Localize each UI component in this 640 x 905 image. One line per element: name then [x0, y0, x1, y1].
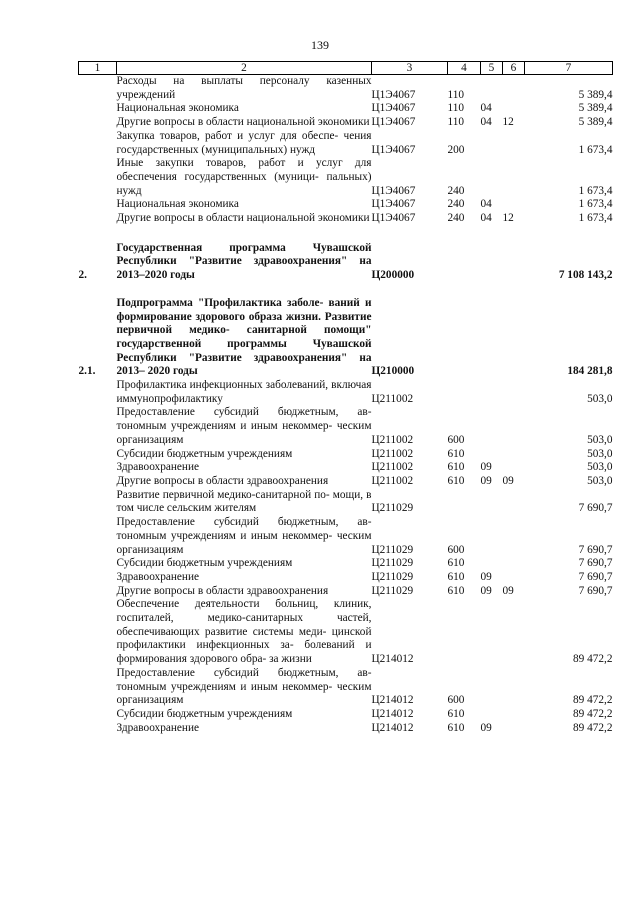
row-target-code: Ц1Э4067	[371, 212, 416, 225]
row-name: Субсидии бюджетным учреждениям	[116, 557, 293, 570]
row-name: Обеспечение деятельности больниц, клиник, госпиталей, медико-санитарных частей, обеспечивающих развитие системы меди- цинской профилактики инфекционных за- болеваний и формирования здорового обра- за жизни	[116, 598, 372, 666]
row-sum: 7 690,7	[578, 557, 613, 570]
row-name: Развитие первичной медико-санитарной по- мощи, в том числе сельским жителям	[116, 488, 372, 515]
row-target-code: Ц210000	[371, 365, 415, 378]
row-expense-type	[448, 379, 481, 406]
spacer-row	[79, 283, 613, 297]
row-section: 04	[480, 102, 492, 115]
row-subsection: 12	[502, 212, 514, 225]
row-target-code: Ц211002	[371, 392, 414, 405]
row-number	[79, 116, 117, 130]
row-expense-type: 240	[447, 212, 465, 225]
row-name: Здравоохранение	[116, 721, 200, 734]
table-row	[79, 585, 613, 599]
col-header-code: 3	[372, 62, 448, 75]
row-name: Здравоохранение	[116, 461, 200, 474]
row-number	[79, 557, 117, 571]
row-target-code: Ц211029	[371, 502, 414, 515]
row-number	[79, 598, 117, 667]
row-name: Предоставление субсидий бюджетным, ав- тономным учреждениям и иным некоммер- ческим организациям	[116, 666, 372, 707]
table-row	[79, 461, 613, 475]
row-target-code: Ц211002	[371, 474, 414, 487]
row-sum: 5 389,4	[578, 88, 613, 101]
row-section	[481, 708, 503, 722]
row-name: Субсидии бюджетным учреждениям	[116, 447, 293, 460]
row-target-code: Ц214012	[371, 707, 414, 720]
row-expense-type	[448, 489, 481, 516]
row-section	[481, 157, 503, 198]
row-number	[79, 516, 117, 557]
row-number	[79, 75, 117, 103]
row-number	[79, 448, 117, 462]
row-section	[481, 489, 503, 516]
row-section: 04	[480, 212, 492, 225]
table-row	[79, 406, 613, 447]
row-sum: 1 673,4	[578, 198, 613, 211]
row-number: 2.1.	[78, 365, 96, 378]
row-target-code: Ц211029	[371, 570, 414, 583]
row-name: Другие вопросы в области здравоохранения	[116, 474, 329, 487]
row-target-code: Ц1Э4067	[371, 184, 416, 197]
row-subsection	[503, 406, 525, 447]
row-sum: 503,0	[587, 461, 613, 474]
table-row	[79, 516, 613, 557]
row-subsection: 09	[502, 584, 514, 597]
row-name: Субсидии бюджетным учреждениям	[116, 707, 293, 720]
row-sum: 7 690,7	[578, 543, 613, 556]
row-name: Другие вопросы в области национальной экономики	[116, 212, 370, 225]
row-sum: 7 108 143,2	[558, 269, 613, 282]
row-expense-type: 600	[447, 694, 465, 707]
row-expense-type: 110	[447, 88, 465, 101]
row-expense-type	[448, 297, 481, 379]
row-subsection	[503, 667, 525, 708]
row-target-code: Ц211029	[371, 557, 414, 570]
row-subsection	[503, 379, 525, 406]
row-target-code: Ц1Э4067	[371, 102, 416, 115]
row-subsection	[503, 598, 525, 667]
row-sum: 1 673,4	[578, 143, 613, 156]
col-header-subsection: 6	[503, 62, 525, 75]
row-expense-type: 600	[447, 433, 465, 446]
table-row	[79, 198, 613, 212]
row-section	[481, 75, 503, 103]
row-sum: 5 389,4	[578, 102, 613, 115]
table-row	[79, 130, 613, 157]
row-section: 09	[480, 721, 492, 734]
table-row	[79, 379, 613, 406]
row-name: Предоставление субсидий бюджетным, ав- тономным учреждениям и иным некоммер- ческим организациям	[116, 516, 372, 556]
row-name: Другие вопросы в области национальной экономики	[116, 116, 370, 129]
row-name: Профилактика инфекционных заболеваний, включая иммунопрофилактику	[116, 379, 372, 405]
row-subsection	[503, 297, 525, 379]
row-sum: 503,0	[587, 433, 613, 446]
row-section	[481, 297, 503, 379]
row-sum: 7 690,7	[578, 502, 613, 515]
row-name: Предоставление субсидий бюджетным, ав- тономным учреждениям и иным некоммер- ческим организациям	[116, 406, 372, 446]
row-name: Здравоохранение	[116, 570, 200, 583]
row-section	[481, 598, 503, 667]
row-expense-type: 610	[447, 447, 465, 460]
row-section: 09	[480, 461, 492, 474]
row-target-code: Ц1Э4067	[371, 116, 416, 129]
row-subsection: 12	[502, 116, 514, 129]
page-number: 139	[311, 38, 329, 52]
row-target-code: Ц214012	[371, 653, 414, 666]
col-header-number: 1	[79, 62, 117, 75]
row-target-code: Ц214012	[371, 721, 414, 734]
row-expense-type	[448, 242, 481, 283]
table-row	[79, 667, 613, 708]
spacer-cell	[79, 283, 613, 297]
row-sum: 184 281,8	[567, 365, 613, 378]
row-name: Иные закупки товаров, работ и услуг для обеспечения государственных (муници- пальных) нужд	[116, 157, 372, 197]
row-expense-type: 610	[447, 721, 465, 734]
row-subsection	[503, 722, 525, 736]
row-section	[481, 379, 503, 406]
table-row	[79, 489, 613, 516]
row-number: 2.	[78, 269, 87, 282]
table-row	[79, 102, 613, 116]
row-number	[79, 198, 117, 212]
row-section: 04	[480, 116, 492, 129]
row-subsection	[503, 708, 525, 722]
row-section	[481, 242, 503, 283]
row-section	[481, 667, 503, 708]
row-sum: 503,0	[587, 447, 613, 460]
row-subsection	[503, 157, 525, 198]
row-section: 09	[480, 570, 492, 583]
table-row	[79, 116, 613, 130]
row-name: Закупка товаров, работ и услуг для обеспе- чения государственных (муниципальных) нужд	[116, 129, 372, 156]
row-expense-type: 600	[447, 543, 465, 556]
row-subsection	[503, 75, 525, 103]
row-number	[79, 157, 117, 198]
row-sum: 89 472,2	[572, 707, 613, 720]
row-name: Национальная экономика	[116, 102, 239, 115]
row-subsection	[503, 198, 525, 212]
row-name: Национальная экономика	[116, 198, 239, 211]
row-section	[481, 130, 503, 157]
col-header-section: 5	[481, 62, 503, 75]
row-subsection	[503, 461, 525, 475]
row-expense-type: 240	[447, 184, 465, 197]
row-section	[481, 516, 503, 557]
row-target-code: Ц1Э4067	[371, 143, 416, 156]
row-target-code: Ц200000	[371, 269, 415, 282]
row-sum: 89 472,2	[572, 721, 613, 734]
row-target-code: Ц1Э4067	[371, 88, 416, 101]
row-target-code: Ц211029	[371, 584, 414, 597]
table-row	[79, 571, 613, 585]
table-row	[79, 242, 613, 283]
row-target-code: Ц211002	[371, 461, 414, 474]
row-section: 09	[480, 584, 492, 597]
row-number	[79, 708, 117, 722]
row-section: 04	[480, 198, 492, 211]
row-sum: 89 472,2	[572, 653, 613, 666]
table-row	[79, 722, 613, 736]
row-subsection	[503, 130, 525, 157]
table-row	[79, 157, 613, 198]
row-subsection	[503, 448, 525, 462]
row-expense-type: 610	[447, 557, 465, 570]
col-header-expense-type: 4	[448, 62, 481, 75]
row-expense-type: 240	[447, 198, 465, 211]
row-expense-type: 110	[447, 102, 465, 115]
row-number	[79, 379, 117, 406]
row-sum: 503,0	[587, 392, 613, 405]
row-subsection: 09	[502, 474, 514, 487]
row-expense-type: 610	[447, 474, 465, 487]
row-sum: 89 472,2	[572, 694, 613, 707]
row-expense-type: 200	[447, 143, 465, 156]
row-number	[79, 212, 117, 226]
table-body	[79, 75, 613, 736]
row-section	[481, 406, 503, 447]
table-row	[79, 598, 613, 667]
row-expense-type: 610	[447, 584, 465, 597]
row-subsection	[503, 489, 525, 516]
row-number	[79, 722, 117, 736]
row-number	[79, 406, 117, 447]
row-subsection	[503, 242, 525, 283]
row-expense-type	[448, 598, 481, 667]
row-target-code: Ц214012	[371, 694, 414, 707]
row-name: Другие вопросы в области здравоохранения	[116, 584, 329, 597]
table-header-row	[79, 62, 613, 75]
row-subsection	[503, 516, 525, 557]
row-expense-type: 110	[447, 116, 465, 129]
table-row	[79, 297, 613, 379]
table-row	[79, 75, 613, 103]
row-sum: 5 389,4	[578, 116, 613, 129]
row-subsection	[503, 557, 525, 571]
row-name: Государственная программа Чувашской Республики "Развитие здравоохранения" на 2013–2020 годы	[116, 241, 372, 282]
table-row	[79, 708, 613, 722]
spacer-cell	[79, 226, 613, 242]
table-row	[79, 557, 613, 571]
row-number	[79, 130, 117, 157]
spacer-row	[79, 226, 613, 242]
row-expense-type: 610	[447, 570, 465, 583]
row-number	[79, 489, 117, 516]
row-expense-type: 610	[447, 707, 465, 720]
budget-table	[78, 61, 613, 735]
row-number	[79, 585, 117, 599]
row-sum: 7 690,7	[578, 584, 613, 597]
row-number	[79, 571, 117, 585]
row-number	[79, 102, 117, 116]
col-header-sum: 7	[525, 62, 613, 75]
row-name: Подпрограмма "Профилактика заболе- ваний и формирование здорового образа жизни. Развитие первичной медико- санитарной помощи" государственной программы Чувашской Республики "Развитие здравоохранения" на 2013– 2020 годы	[116, 296, 372, 378]
row-subsection	[503, 102, 525, 116]
row-sum: 1 673,4	[578, 212, 613, 225]
row-target-code: Ц211029	[371, 543, 414, 556]
row-number	[79, 475, 117, 489]
table-row	[79, 448, 613, 462]
row-section	[481, 557, 503, 571]
row-sum: 1 673,4	[578, 184, 613, 197]
table-row	[79, 212, 613, 226]
row-name: Расходы на выплаты персоналу казенных учреждений	[116, 75, 372, 101]
row-section: 09	[480, 474, 492, 487]
row-expense-type: 610	[447, 461, 465, 474]
row-number	[79, 667, 117, 708]
row-target-code: Ц211002	[371, 447, 414, 460]
row-section	[481, 448, 503, 462]
row-target-code: Ц211002	[371, 433, 414, 446]
col-header-name: 2	[117, 62, 372, 75]
row-sum: 7 690,7	[578, 570, 613, 583]
row-number	[79, 461, 117, 475]
table-row	[79, 475, 613, 489]
row-target-code: Ц1Э4067	[371, 198, 416, 211]
row-sum: 503,0	[587, 474, 613, 487]
row-subsection	[503, 571, 525, 585]
